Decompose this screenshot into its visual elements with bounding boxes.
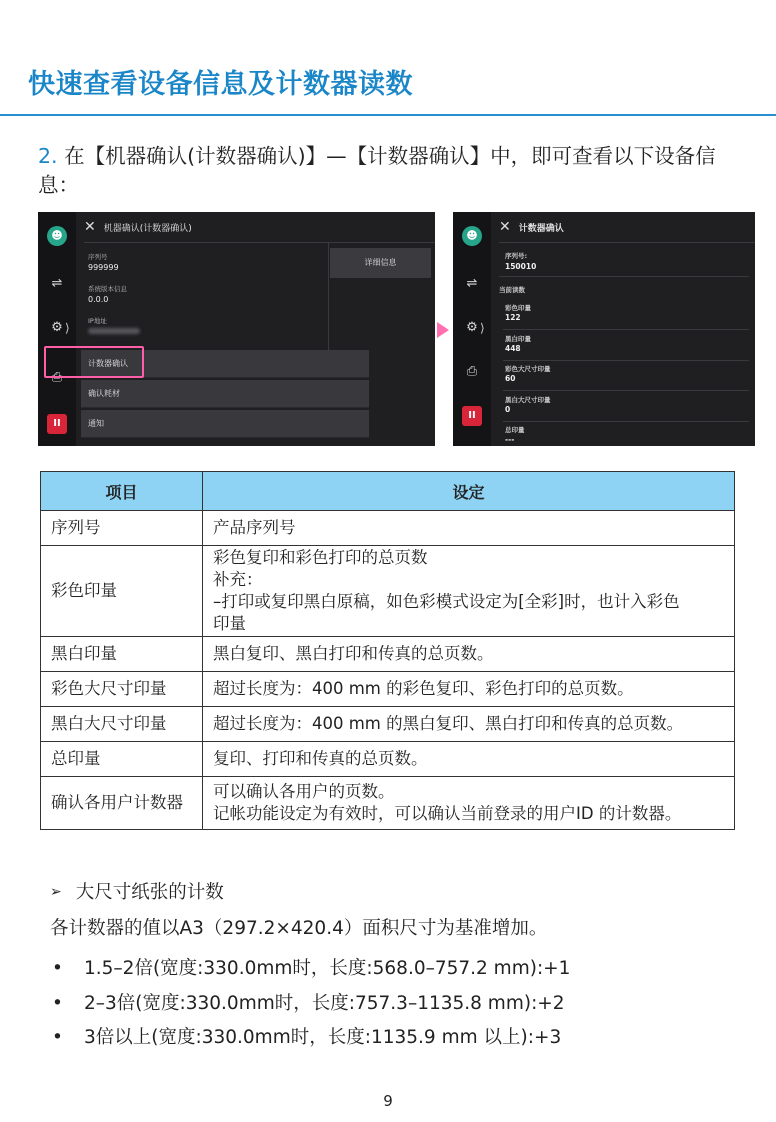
counter-value: 0	[505, 405, 511, 414]
table-row	[41, 742, 735, 777]
step-text: 在【机器确认(计数器确认)】—【计数器确认】中，即可查看以下设备信息：	[38, 144, 716, 197]
counter-label: 彩色大尺寸印量	[505, 365, 551, 373]
subheading-text: 大尺寸纸张的计数	[75, 882, 224, 903]
bullet-dot-icon: •	[52, 958, 63, 979]
system-version-label: 系统版本信息	[88, 285, 127, 293]
list-item	[52, 989, 565, 1015]
setting-line: –打印或复印黑白原稿，如色彩模式设定为[全彩]时，也计入彩色	[213, 592, 680, 611]
setting-line: 可以确认各用户的页数。	[213, 782, 395, 801]
table-row	[41, 637, 735, 672]
row-divider	[503, 360, 749, 361]
step-instruction	[38, 142, 748, 200]
chevron-right-icon: ⟩	[480, 321, 485, 335]
counter-value: 60	[505, 374, 516, 383]
highlight-box	[44, 346, 144, 378]
screen-title: 机器确认(计数器确认)	[103, 224, 192, 234]
section-label: 当前读数	[499, 286, 525, 294]
screen-header	[84, 212, 435, 243]
setting-line: 复印、打印和传真的总页数。	[213, 749, 428, 768]
row-divider	[503, 390, 749, 391]
setting-line: 彩色复印和彩色打印的总页数	[213, 548, 428, 567]
row-item: 总印量	[41, 742, 203, 777]
screen-header	[499, 212, 755, 243]
subheading	[50, 878, 224, 904]
bullet-dot-icon: •	[52, 1027, 63, 1048]
counter-spec-table	[40, 471, 735, 830]
serial-value: 999999	[88, 263, 119, 272]
row-item: 黑白大尺寸印量	[41, 707, 203, 742]
table-row	[41, 707, 735, 742]
row-setting	[203, 777, 735, 830]
list-item-text: 1.5–2倍(宽度:330.0mm时，长度:568.0–757.2 mm):+1	[84, 958, 571, 979]
counter-value: 448	[505, 344, 521, 353]
settings-gear-icon: ⚙	[466, 320, 478, 335]
setting-line: 黑白复印、黑白打印和传真的总页数。	[213, 644, 494, 663]
system-version-value: 0.0.0	[88, 295, 109, 304]
header-setting: 设定	[203, 472, 735, 511]
page-title: 快速查看设备信息及计数器读数	[28, 69, 413, 100]
row-divider	[499, 276, 749, 277]
close-icon: ✕	[84, 219, 96, 235]
setting-line: 记帐功能设定为有效时，可以确认当前登录的用户ID 的计数器。	[213, 804, 682, 823]
row-divider	[503, 329, 749, 330]
counter-value: 122	[505, 313, 521, 322]
counter-label: 总印量	[505, 426, 525, 434]
serial-value: 150010	[505, 262, 537, 271]
setting-line: 超过长度为：400 mm 的彩色复印、彩色打印的总页数。	[213, 679, 634, 698]
serial-label: 序列号	[88, 253, 108, 261]
side-rail	[38, 212, 76, 446]
table-row	[41, 546, 735, 637]
screenshot-machine-status	[38, 212, 435, 446]
serial-label: 序列号:	[505, 252, 528, 260]
row-item: 确认各用户计数器	[41, 777, 203, 830]
row-divider	[503, 421, 749, 422]
header-item: 项目	[41, 472, 203, 511]
screenshot-counter-check	[453, 212, 755, 446]
setting-line: 补充：	[213, 570, 263, 589]
counter-value: ---	[505, 435, 515, 444]
arrow-bullet-icon: ➢	[50, 884, 62, 900]
table-row	[41, 672, 735, 707]
list-item-text: 2–3倍(宽度:330.0mm时，长度:757.3–1135.8 mm):+2	[84, 993, 565, 1014]
chevron-right-icon: ⟩	[65, 321, 70, 335]
row-setting	[203, 672, 735, 707]
table-row	[41, 511, 735, 546]
ip-address-label: IP地址	[88, 317, 107, 325]
row-item: 彩色印量	[41, 546, 203, 637]
panel-divider	[328, 242, 329, 350]
row-item: 彩色大尺寸印量	[41, 672, 203, 707]
row-item: 序列号	[41, 511, 203, 546]
title-divider	[0, 114, 776, 116]
setting-line: 超过长度为：400 mm 的黑白复印、黑白打印和传真的总页数。	[213, 714, 684, 733]
list-item	[52, 954, 570, 980]
table-header-row	[41, 472, 735, 511]
printer-status-icon: ⎙	[466, 364, 478, 379]
side-rail	[453, 212, 491, 446]
screen-title: 计数器确认	[518, 224, 564, 234]
bullet-dot-icon: •	[52, 993, 63, 1014]
close-icon: ✕	[499, 219, 511, 235]
menu-item-counter-check[interactable]: 计数器确认	[81, 350, 369, 378]
pause-icon: II	[462, 406, 482, 426]
job-icon: ⇌	[51, 276, 63, 291]
row-setting	[203, 742, 735, 777]
row-setting	[203, 637, 735, 672]
printer-status-icon: ⎙	[51, 370, 63, 385]
user-icon: ☻	[47, 226, 67, 246]
counter-label: 彩色印量	[505, 304, 531, 312]
paragraph: 各计数器的值以A3（297.2×420.4）面积尺寸为基准增加。	[50, 918, 548, 939]
row-setting	[203, 511, 735, 546]
setting-line: 印量	[213, 614, 246, 633]
row-item: 黑白印量	[41, 637, 203, 672]
counter-label: 黑白印量	[505, 335, 531, 343]
menu-item-notifications[interactable]: 通知	[81, 410, 369, 438]
table-row	[41, 777, 735, 830]
list-item	[52, 1023, 561, 1049]
pause-icon: II	[47, 414, 67, 434]
arrow-right-icon	[437, 322, 449, 338]
setting-line: 产品序列号	[213, 518, 296, 537]
step-number: 2.	[38, 144, 58, 168]
page-number: 9	[383, 1092, 393, 1110]
user-icon: ☻	[462, 226, 482, 246]
settings-gear-icon: ⚙	[51, 320, 63, 335]
details-button[interactable]: 详细信息	[330, 248, 431, 278]
row-setting	[203, 546, 735, 637]
row-setting	[203, 707, 735, 742]
ip-address-redacted	[88, 328, 140, 334]
job-icon: ⇌	[466, 276, 478, 291]
counter-label: 黑白大尺寸印量	[505, 396, 551, 404]
list-item-text: 3倍以上(宽度:330.0mm时，长度:1135.9 mm 以上):+3	[84, 1027, 562, 1048]
menu-item-consumables[interactable]: 确认耗材	[81, 380, 369, 408]
